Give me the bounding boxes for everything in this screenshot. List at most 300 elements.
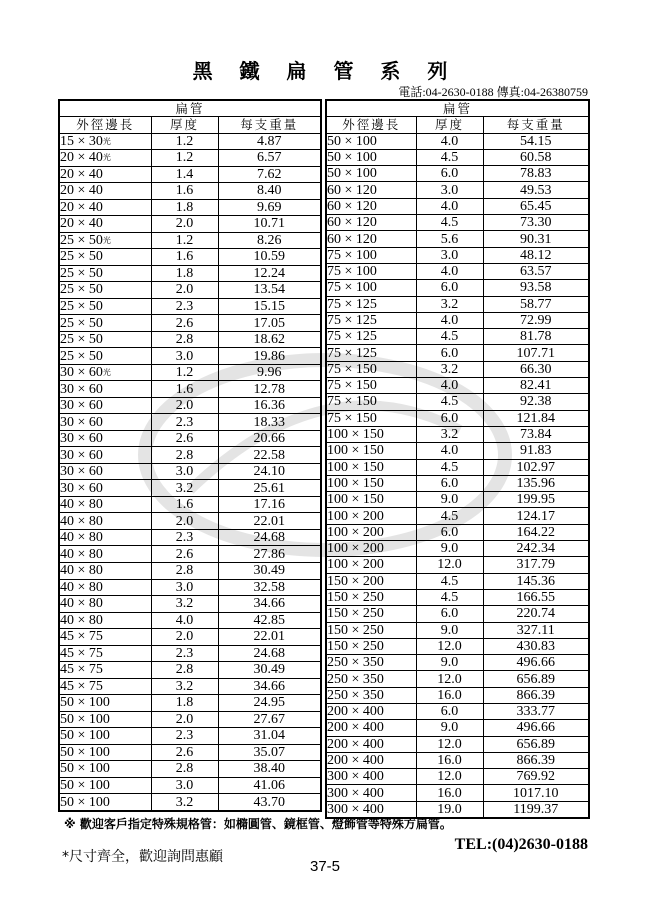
- table-row: [59, 645, 321, 662]
- table-row: [59, 480, 321, 497]
- weight-cell: 22.01: [218, 513, 321, 530]
- size-cell: [326, 378, 416, 394]
- thickness-cell: 3.0: [151, 777, 218, 794]
- table-row: [326, 573, 589, 589]
- thickness-cell: 12.0: [416, 638, 483, 654]
- table-row: [59, 463, 321, 480]
- table-row: [59, 199, 321, 216]
- table-row: [59, 678, 321, 695]
- weight-cell: 496.66: [483, 720, 589, 736]
- header-thickness: 厚度: [151, 117, 218, 133]
- size-cell: [59, 761, 151, 778]
- weight-cell: 656.89: [483, 671, 589, 687]
- weight-cell: 19.86: [218, 348, 321, 365]
- size-value: 50 × 100: [60, 695, 110, 711]
- thickness-cell: 4.0: [151, 612, 218, 629]
- weight-cell: 135.96: [483, 475, 589, 491]
- size-cell: [326, 622, 416, 638]
- weight-cell: 27.67: [218, 711, 321, 728]
- weight-cell: 32.58: [218, 579, 321, 596]
- size-cell: [326, 329, 416, 345]
- thickness-cell: 6.0: [416, 345, 483, 361]
- thickness-cell: 6.0: [416, 524, 483, 540]
- table-row: [59, 133, 321, 150]
- weight-cell: 58.77: [483, 296, 589, 312]
- size-value: 60 × 120: [327, 182, 377, 198]
- thickness-cell: 3.0: [151, 348, 218, 365]
- table-row: [59, 596, 321, 613]
- weight-cell: 35.07: [218, 744, 321, 761]
- size-cell: [59, 728, 151, 745]
- thickness-cell: 1.6: [151, 183, 218, 200]
- weight-cell: 43.70: [218, 794, 321, 811]
- thickness-cell: 4.0: [416, 263, 483, 279]
- weight-cell: 65.45: [483, 198, 589, 214]
- table-row: [59, 629, 321, 646]
- thickness-cell: 16.0: [416, 687, 483, 703]
- thickness-cell: 3.0: [151, 579, 218, 596]
- size-cell: [326, 785, 416, 801]
- table-row: [59, 166, 321, 183]
- size-cell: [326, 296, 416, 312]
- thickness-cell: 2.3: [151, 529, 218, 546]
- header-size: 外徑邊長: [59, 117, 151, 133]
- weight-cell: 93.58: [483, 280, 589, 296]
- table-row: [326, 475, 589, 491]
- size-cell: [326, 557, 416, 573]
- size-cell: [59, 662, 151, 679]
- weight-cell: 24.10: [218, 463, 321, 480]
- table-row: [326, 703, 589, 719]
- weight-cell: 30.49: [218, 563, 321, 580]
- thickness-cell: 6.0: [416, 475, 483, 491]
- weight-cell: 8.40: [218, 183, 321, 200]
- thickness-cell: 6.0: [416, 410, 483, 426]
- weight-cell: 72.99: [483, 312, 589, 328]
- table-row: [59, 447, 321, 464]
- weight-cell: 63.57: [483, 263, 589, 279]
- size-cell: [59, 744, 151, 761]
- size-value: 250 × 350: [327, 671, 384, 687]
- size-cell: [326, 492, 416, 508]
- table-row: [59, 232, 321, 249]
- thickness-cell: 9.0: [416, 541, 483, 557]
- size-value: 75 × 125: [327, 329, 377, 345]
- thickness-cell: 3.2: [151, 480, 218, 497]
- size-value: 20 × 40: [60, 183, 103, 199]
- thickness-cell: 2.8: [151, 761, 218, 778]
- size-value: 100 × 200: [327, 524, 384, 540]
- table-row: [326, 215, 589, 231]
- thickness-cell: 2.8: [151, 331, 218, 348]
- size-cell: [59, 563, 151, 580]
- size-cell: [59, 463, 151, 480]
- size-value: 100 × 200: [327, 557, 384, 573]
- weight-cell: 242.34: [483, 541, 589, 557]
- size-cell: [326, 345, 416, 361]
- size-value: 60 × 120: [327, 198, 377, 214]
- thickness-cell: 3.0: [416, 247, 483, 263]
- weight-cell: 102.97: [483, 459, 589, 475]
- thickness-cell: 4.0: [416, 133, 483, 149]
- table-row: [326, 263, 589, 279]
- table-row: [59, 711, 321, 728]
- weight-cell: 92.38: [483, 394, 589, 410]
- table-row: [326, 606, 589, 622]
- size-value: 50 × 100: [327, 150, 377, 166]
- thickness-cell: 3.2: [416, 426, 483, 442]
- table-row: [326, 589, 589, 605]
- thickness-cell: 1.2: [151, 364, 218, 381]
- size-cell: [59, 133, 151, 150]
- table-row: [59, 216, 321, 233]
- weight-cell: 866.39: [483, 687, 589, 703]
- footer-note: ※ 歡迎客戶指定特殊規格管：如橢圓管、鏡框管、燈飾管等特殊方扁管。: [64, 817, 452, 831]
- thickness-cell: 4.5: [416, 589, 483, 605]
- size-cell: [59, 249, 151, 266]
- thickness-cell: 1.8: [151, 199, 218, 216]
- weight-cell: 24.68: [218, 645, 321, 662]
- size-cell: [326, 426, 416, 442]
- table-row: [59, 546, 321, 563]
- weight-cell: 22.58: [218, 447, 321, 464]
- size-cell: [59, 348, 151, 365]
- table-row: [326, 459, 589, 475]
- size-cell: [59, 447, 151, 464]
- size-cell: [326, 703, 416, 719]
- size-value: 75 × 125: [327, 313, 377, 328]
- size-value: 75 × 100: [327, 264, 377, 280]
- weight-cell: 49.53: [483, 182, 589, 198]
- size-value: 50 × 100: [60, 711, 110, 727]
- thickness-cell: 2.0: [151, 513, 218, 530]
- size-value: 200 × 400: [327, 753, 384, 769]
- table-row: [59, 662, 321, 679]
- thickness-cell: 3.2: [151, 794, 218, 811]
- size-value: 40 × 80: [60, 579, 103, 595]
- size-cell: [59, 381, 151, 398]
- header-size: 外徑邊長: [326, 117, 416, 133]
- weight-cell: 18.62: [218, 331, 321, 348]
- weight-cell: 199.95: [483, 492, 589, 508]
- size-cell: [59, 183, 151, 200]
- size-value: 30 × 60: [60, 414, 103, 430]
- size-value: 20 × 40: [60, 216, 103, 232]
- size-cell: [59, 364, 151, 381]
- size-cell: [326, 687, 416, 703]
- size-value: 30 × 60: [60, 480, 103, 496]
- table-row: [59, 612, 321, 629]
- size-value: 15 × 30: [60, 133, 103, 149]
- size-value: 30 × 60: [60, 431, 103, 447]
- weight-cell: 124.17: [483, 508, 589, 524]
- size-value: 300 × 400: [327, 785, 384, 801]
- thickness-cell: 2.0: [151, 711, 218, 728]
- size-cell: [59, 397, 151, 414]
- table-row: [59, 744, 321, 761]
- weight-cell: 6.57: [218, 150, 321, 167]
- thickness-cell: 4.5: [416, 394, 483, 410]
- size-value: 45 × 75: [60, 629, 103, 645]
- size-value: 100 × 150: [327, 443, 384, 459]
- weight-cell: 17.05: [218, 315, 321, 332]
- flat-tube-table-left: [58, 99, 322, 812]
- table-row: [326, 736, 589, 752]
- size-cell: [326, 215, 416, 231]
- size-value: 20 × 40: [60, 199, 103, 215]
- size-cell: [326, 410, 416, 426]
- size-cell: [59, 232, 151, 249]
- weight-cell: 15.15: [218, 298, 321, 315]
- table-row: [326, 410, 589, 426]
- size-cell: [59, 645, 151, 662]
- table-row: [326, 231, 589, 247]
- weight-cell: 78.83: [483, 166, 589, 182]
- size-cell: [326, 443, 416, 459]
- weight-cell: 42.85: [218, 612, 321, 629]
- section-label: 扁管: [326, 100, 589, 117]
- size-value: 50 × 100: [60, 794, 110, 810]
- thickness-cell: 4.0: [416, 443, 483, 459]
- weight-cell: 60.58: [483, 149, 589, 165]
- size-value: 30 × 60: [60, 398, 103, 414]
- size-value: 75 × 100: [327, 247, 377, 263]
- light-mark: 光: [102, 153, 111, 163]
- weight-cell: 34.66: [218, 596, 321, 613]
- size-cell: [326, 752, 416, 768]
- table-row: [326, 133, 589, 149]
- weight-cell: 81.78: [483, 329, 589, 345]
- weight-cell: 9.69: [218, 199, 321, 216]
- weight-cell: 66.30: [483, 361, 589, 377]
- size-value: 25 × 50: [60, 348, 103, 364]
- table-row: [326, 638, 589, 654]
- weight-cell: 1017.10: [483, 785, 589, 801]
- size-cell: [326, 671, 416, 687]
- weight-cell: 9.96: [218, 364, 321, 381]
- weight-cell: 20.66: [218, 430, 321, 447]
- thickness-cell: 3.2: [416, 296, 483, 312]
- table-row: [59, 282, 321, 299]
- weight-cell: 4.87: [218, 133, 321, 150]
- weight-cell: 164.22: [483, 524, 589, 540]
- weight-cell: 27.86: [218, 546, 321, 563]
- size-cell: [326, 182, 416, 198]
- contact-info: 電話:04-2630-0188 傳真:04-26380759: [398, 85, 588, 99]
- thickness-cell: 16.0: [416, 752, 483, 768]
- size-value: 45 × 75: [60, 678, 103, 694]
- thickness-cell: 12.0: [416, 736, 483, 752]
- weight-cell: 82.41: [483, 378, 589, 394]
- thickness-cell: 2.3: [151, 728, 218, 745]
- weight-cell: 22.01: [218, 629, 321, 646]
- thickness-cell: 1.8: [151, 265, 218, 282]
- weight-cell: 73.84: [483, 426, 589, 442]
- size-value: 45 × 75: [60, 645, 103, 661]
- weight-cell: 107.71: [483, 345, 589, 361]
- size-value: 25 × 50: [60, 315, 103, 331]
- size-value: 30 × 60: [60, 365, 103, 381]
- size-cell: [59, 414, 151, 431]
- thickness-cell: 2.0: [151, 397, 218, 414]
- weight-cell: 17.16: [218, 496, 321, 513]
- weight-cell: 10.59: [218, 249, 321, 266]
- thickness-cell: 2.3: [151, 414, 218, 431]
- flat-tube-table-right: [325, 99, 590, 819]
- size-cell: [59, 678, 151, 695]
- table-row: [326, 622, 589, 638]
- thickness-cell: 4.0: [416, 378, 483, 394]
- table-row: [326, 329, 589, 345]
- thickness-cell: 3.0: [151, 463, 218, 480]
- size-cell: [326, 361, 416, 377]
- size-value: 75 × 125: [327, 345, 377, 361]
- table-row: [326, 312, 589, 328]
- header-thickness: 厚度: [416, 117, 483, 133]
- size-value: 60 × 120: [327, 231, 377, 247]
- size-value: 150 × 250: [327, 638, 384, 654]
- size-cell: [326, 589, 416, 605]
- page-title: 黑 鐵 扁 管 系 列: [192, 59, 458, 83]
- size-value: 30 × 60: [60, 381, 103, 397]
- size-value: 200 × 400: [327, 736, 384, 752]
- thickness-cell: 4.0: [416, 312, 483, 328]
- table-row: [326, 671, 589, 687]
- table-row: [59, 348, 321, 365]
- size-value: 100 × 150: [327, 427, 384, 443]
- table-row: [326, 508, 589, 524]
- table-row: [59, 249, 321, 266]
- thickness-cell: 1.8: [151, 695, 218, 712]
- table-row: [59, 728, 321, 745]
- size-cell: [326, 638, 416, 654]
- weight-cell: 90.31: [483, 231, 589, 247]
- size-value: 50 × 100: [60, 761, 110, 777]
- size-value: 75 × 150: [327, 378, 377, 394]
- thickness-cell: 3.2: [151, 596, 218, 613]
- table-row: [59, 794, 321, 811]
- weight-cell: 48.12: [483, 247, 589, 263]
- size-value: 20 × 40: [60, 150, 103, 166]
- size-value: 30 × 60: [60, 464, 103, 480]
- weight-cell: 54.15: [483, 133, 589, 149]
- weight-cell: 317.79: [483, 557, 589, 573]
- size-cell: [59, 711, 151, 728]
- table-row: [326, 687, 589, 703]
- size-value: 40 × 80: [60, 546, 103, 562]
- table-row: [59, 150, 321, 167]
- size-cell: [326, 247, 416, 263]
- size-cell: [326, 459, 416, 475]
- size-cell: [59, 546, 151, 563]
- table-row: [59, 563, 321, 580]
- thickness-cell: 2.3: [151, 298, 218, 315]
- size-value: 150 × 250: [327, 606, 384, 622]
- size-cell: [326, 198, 416, 214]
- size-value: 45 × 75: [60, 662, 103, 678]
- thickness-cell: 19.0: [416, 801, 483, 818]
- size-value: 25 × 50: [60, 332, 103, 348]
- size-value: 250 × 350: [327, 687, 384, 703]
- size-cell: [326, 166, 416, 182]
- thickness-cell: 2.0: [151, 282, 218, 299]
- table-row: [59, 579, 321, 596]
- size-value: 50 × 100: [60, 744, 110, 760]
- weight-cell: 7.62: [218, 166, 321, 183]
- table-row: [326, 166, 589, 182]
- light-mark: 光: [102, 368, 111, 378]
- size-value: 150 × 200: [327, 573, 384, 589]
- thickness-cell: 2.6: [151, 546, 218, 563]
- page-number: 37-5: [309, 858, 341, 875]
- thickness-cell: 12.0: [416, 769, 483, 785]
- weight-cell: 38.40: [218, 761, 321, 778]
- weight-cell: 91.83: [483, 443, 589, 459]
- size-value: 30 × 60: [60, 447, 103, 463]
- size-cell: [326, 541, 416, 557]
- size-value: 100 × 150: [327, 492, 384, 508]
- light-mark: 光: [102, 235, 111, 245]
- weight-cell: 73.30: [483, 215, 589, 231]
- thickness-cell: 1.2: [151, 150, 218, 167]
- size-value: 50 × 100: [327, 133, 377, 149]
- table-row: [326, 361, 589, 377]
- size-cell: [59, 529, 151, 546]
- size-value: 40 × 80: [60, 497, 103, 513]
- table-row: [326, 149, 589, 165]
- thickness-cell: 9.0: [416, 655, 483, 671]
- size-value: 25 × 50: [60, 232, 103, 248]
- table-row: [326, 394, 589, 410]
- thickness-cell: 2.6: [151, 430, 218, 447]
- weight-cell: 769.92: [483, 769, 589, 785]
- thickness-cell: 9.0: [416, 622, 483, 638]
- light-mark: 光: [102, 136, 111, 146]
- thickness-cell: 6.0: [416, 606, 483, 622]
- thickness-cell: 1.6: [151, 381, 218, 398]
- thickness-cell: 6.0: [416, 703, 483, 719]
- table-row: [59, 315, 321, 332]
- size-cell: [326, 231, 416, 247]
- table-row: [59, 430, 321, 447]
- table-row: [59, 761, 321, 778]
- weight-cell: 496.66: [483, 655, 589, 671]
- size-value: 100 × 200: [327, 541, 384, 557]
- thickness-cell: 3.0: [416, 182, 483, 198]
- size-value: 50 × 100: [60, 728, 110, 744]
- thickness-cell: 1.6: [151, 249, 218, 266]
- table-row: [326, 752, 589, 768]
- thickness-cell: 2.0: [151, 629, 218, 646]
- table-row: [326, 769, 589, 785]
- weight-cell: 220.74: [483, 606, 589, 622]
- table-row: [326, 378, 589, 394]
- size-value: 40 × 80: [60, 513, 103, 529]
- table-row: [59, 414, 321, 431]
- size-cell: [326, 606, 416, 622]
- size-cell: [59, 199, 151, 216]
- size-cell: [59, 794, 151, 811]
- footer-tagline: *尺寸齊全，歡迎詢問惠顧: [62, 849, 223, 865]
- weight-cell: 12.24: [218, 265, 321, 282]
- footer-phone: TEL:(04)2630-0188: [454, 836, 588, 853]
- size-value: 100 × 150: [327, 475, 384, 491]
- size-cell: [326, 769, 416, 785]
- weight-cell: 12.78: [218, 381, 321, 398]
- size-value: 75 × 150: [327, 394, 377, 410]
- size-value: 150 × 250: [327, 590, 384, 606]
- table-row: [326, 492, 589, 508]
